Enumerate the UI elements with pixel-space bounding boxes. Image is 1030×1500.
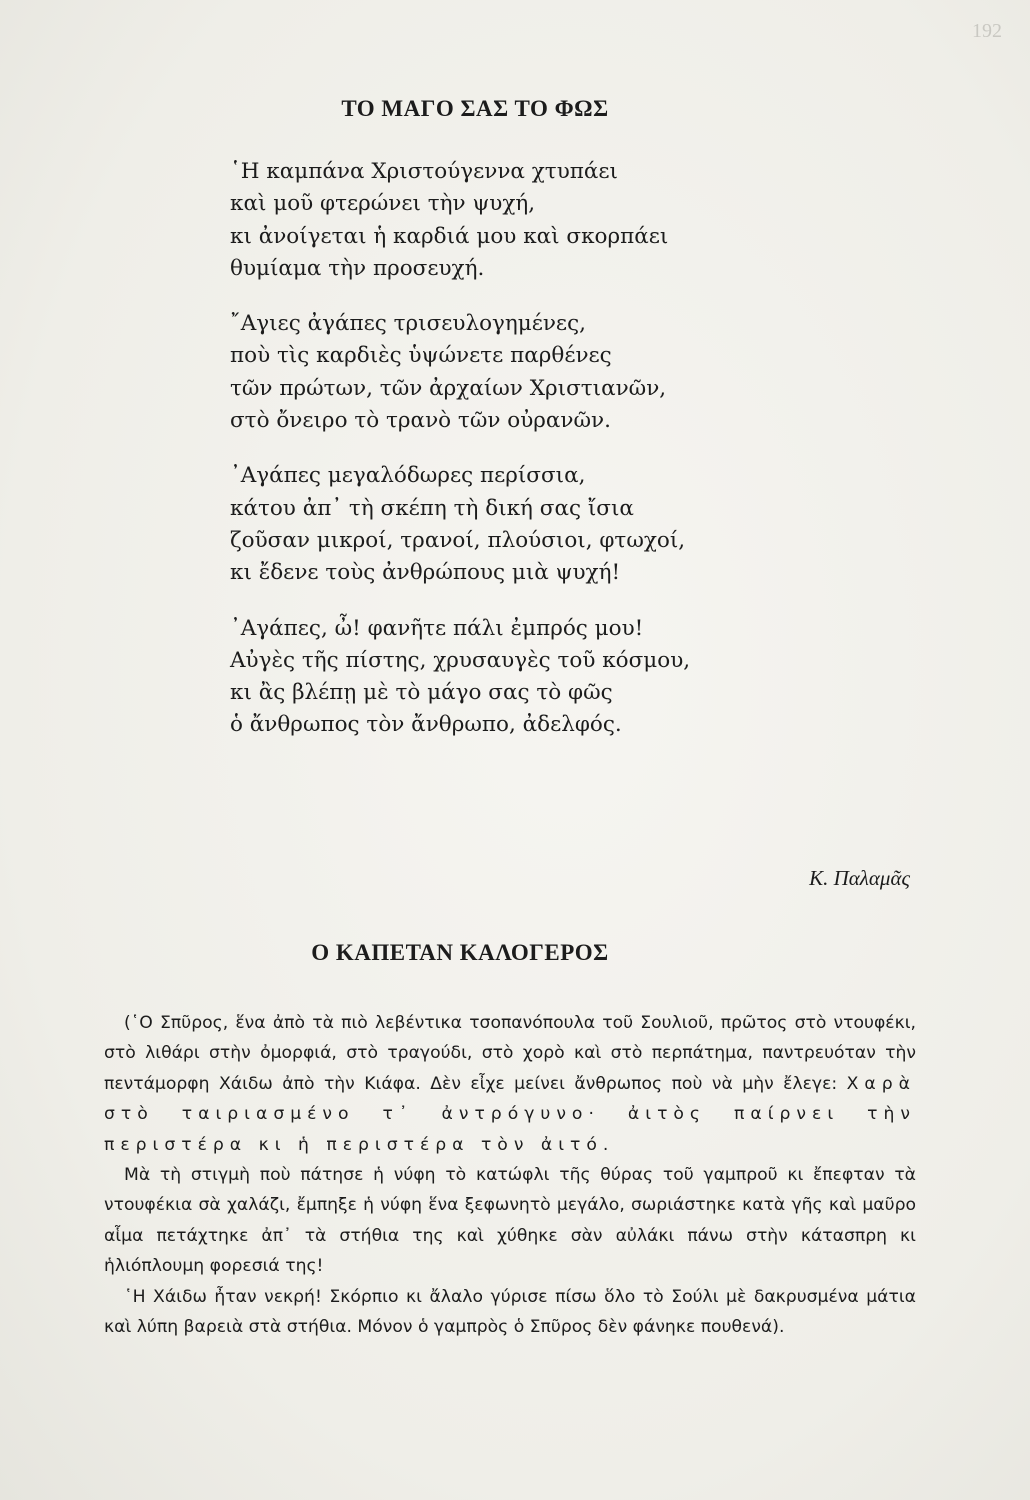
poem-line: τῶν πρώτων, τῶν ἀρχαίων Χριστιανῶν, [230,375,667,401]
poem-line: θυμίαμα τὴν προσευχή. [230,255,485,281]
poem-stanza [230,156,690,285]
poem-line: ῾Η καμπάνα Χριστούγεννα χτυπάει [230,159,618,184]
story-paragraph: Μὰ τὴ στιγμὴ ποὺ πάτησε ἡ νύφη τὸ κατώφλι τῆς θύρας τοῦ γαμπροῦ κι ἔπεφταν τὰ ντουφέκια σὰ χαλάζι, ἔμπηξε ἡ νύφη ἕνα ξεφωνητὸ μεγάλο, σωριάστηκε κατὰ γῆς καὶ μαῦρο αἷμα πετάχτηκε ἀπ᾿ τὰ στήθια της καὶ χύθηκε σὰν αὐλάκι πάνω στὴν κάτασπρη κι ἡλιόπλουμη φορεσιά της! [104,1165,916,1277]
poem-stanza [230,613,690,742]
poem-stanza [230,308,690,437]
story-text: (῾Ο Σπῦρος, ἕνα ἀπὸ τὰ πιὸ λεβέντικα τσοπανόπουλα τοῦ Σουλιοῦ, πρῶτος στὸ ντουφέκι, στὸ λιθάρι στὴν ὀμορφιά, στὸ τραγούδι, στὸ χορὸ καὶ στὸ περπάτημα, παντρευόταν τὴν πεντάμορφη Χάιδω ἀπὸ τὴν Κιάφα. Δὲν εἶχε μείνει ἄνθρωπος ποὺ νὰ μὴν ἔλεγε: [104,1013,916,1094]
poem-line: ᾿Αγάπες μεγαλόδωρες περίσσια, [230,463,586,489]
page-number: 192 [972,20,1002,42]
story-quote: Χαρὰ στὸ ταιριασμένο τ᾿ ἀντρόγυνο· ἀιτὸς παίρνει τὴν περιστέρα κι ἡ περιστέρα τὸν ἀιτό. [104,1073,917,1155]
poem-line: ᾿Αγάπες, ὦ! φανῆτε πάλι ἐμπρός μου! [230,615,644,641]
poem-line: ζοῦσαν μικροί, τρανοί, πλούσιοι, φτωχοί, [230,527,686,553]
poem-line: κάτου ἀπ᾿ τὴ σκέπη τὴ δική σας ἴσια [230,495,634,521]
poem-line: καὶ μοῦ φτερώνει τὴν ψυχή, [230,191,536,217]
poem-line: ποὺ τὶς καρδιὲς ὑψώνετε παρθένες [230,343,612,369]
story-title: Ο ΚΑΠΕΤΑΝ ΚΑΛΟΓΕΡΟΣ [311,940,609,965]
story-body [104,1008,916,1342]
poem-line: κι ἂς βλέπῃ μὲ τὸ μάγο σας τὸ φῶς [230,680,613,706]
poem-line: στὸ ὄνειρο τὸ τρανὸ τῶν οὐρανῶν. [230,408,611,434]
poem-line: ῎Αγιες ἀγάπες τρισευλογημένες, [230,311,586,337]
poem-line: Αὐγὲς τῆς πίστης, χρυσαυγὲς τοῦ κόσμου, [230,647,691,673]
poem-line: ὁ ἄνθρωπος τὸν ἄνθρωπο, ἀδελφός. [230,712,622,738]
poem-author-signature: Κ. Παλαμᾶς [809,866,910,890]
poem-title: ΤΟ ΜΑΓΟ ΣΑΣ ΤΟ ΦΩΣ [341,96,609,121]
story-paragraph: ῾Η Χάιδω ἦταν νεκρή! Σκόρπιο κι ἄλαλο γύρισε πίσω ὅλο τὸ Σούλι μὲ δακρυσμένα μάτια καὶ λύπη βαρειὰ στὰ στήθια. Μόνον ὁ γαμπρὸς ὁ Σπῦρος δὲν φάνηκε πουθενά). [104,1286,916,1338]
poem-line: κι ἔδενε τοὺς ἀνθρώπους μιὰ ψυχή! [230,560,621,586]
poem-line: κι ἀνοίγεται ἡ καρδιά μου καὶ σκορπάει [230,223,669,249]
poem-body [230,156,690,765]
story-paragraph [104,1008,916,1160]
poem-stanza [230,460,690,589]
